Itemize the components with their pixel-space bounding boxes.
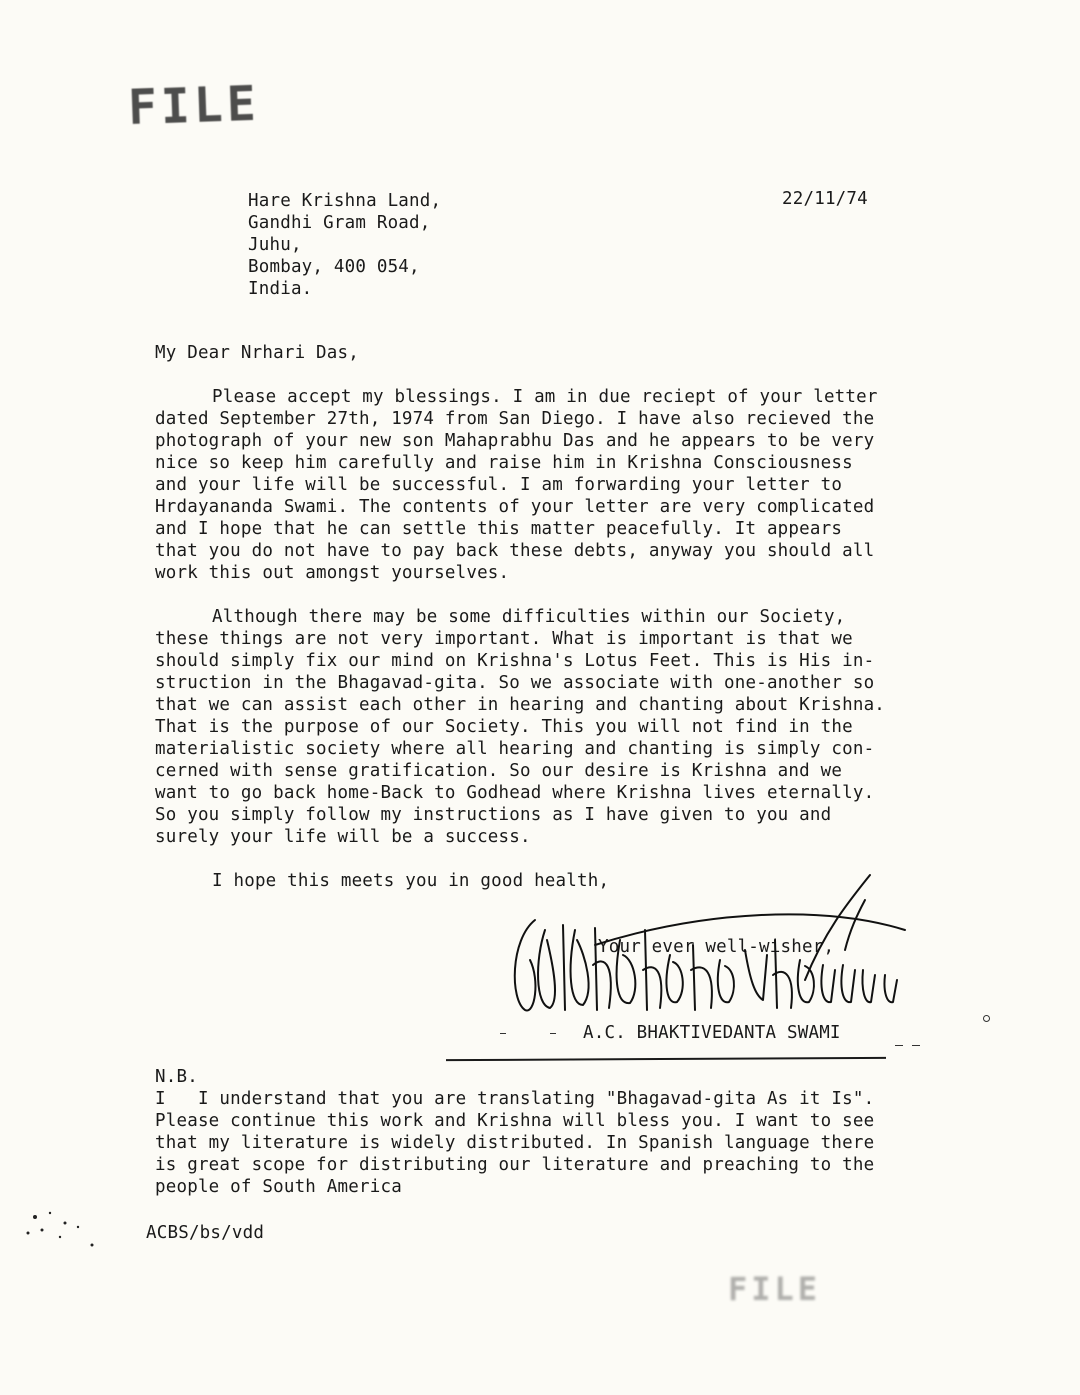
- nb-line: that my literature is widely distributed. In Spanish language there: [155, 1133, 875, 1153]
- paragraph-line: cerned with sense gratification. So our desire is Krishna and we: [155, 761, 843, 781]
- paragraph-line: and your life will be successful. I am forwarding your letter to: [155, 475, 843, 495]
- file-stamp-bottom: FILE: [728, 1270, 822, 1308]
- paragraph-line: So you simply follow my instructions as I have given to you and: [155, 805, 832, 825]
- paragraph-line: these things are not very important. What is important is that we: [155, 629, 853, 649]
- paragraph-line: surely your life will be a success.: [155, 827, 531, 847]
- paragraph-line: Hrdayananda Swami. The contents of your letter are very complicated: [155, 497, 875, 517]
- paragraph-line: materialistic society where all hearing and chanting is simply con-: [155, 739, 875, 759]
- address-line: Gandhi Gram Road,: [248, 213, 431, 233]
- closing-line: I hope this meets you in good health,: [212, 871, 610, 891]
- ink-specks: [20, 1205, 120, 1265]
- file-stamp-top: FILE: [127, 75, 261, 137]
- divider-dash: [895, 1045, 903, 1046]
- paragraph-line: want to go back home-Back to Godhead where Krishna lives eternally.: [155, 783, 875, 803]
- address-line: Hare Krishna Land,: [248, 191, 442, 211]
- handwritten-signature: [505, 870, 925, 1040]
- signatory-name: A.C. BHAKTIVEDANTA SWAMI: [583, 1023, 841, 1043]
- paragraph-line: Please accept my blessings. I am in due reciept of your letter: [212, 387, 878, 407]
- valediction: Your ever well-wisher,: [598, 937, 835, 957]
- address-line: Juhu,: [248, 235, 302, 255]
- paragraph-line: and I hope that he can settle this matter peacefully. It appears: [155, 519, 843, 539]
- nb-line: is great scope for distributing our literature and preaching to the: [155, 1155, 875, 1175]
- paragraph-line: That is the purpose of our Society. This you will not find in the: [155, 717, 853, 737]
- paragraph-line: that you do not have to pay back these debts, anyway you should all: [155, 541, 875, 561]
- ink-dot: [983, 1015, 990, 1022]
- reference-initials: ACBS/bs/vdd: [146, 1223, 265, 1243]
- address-line: India.: [248, 279, 313, 299]
- letter-date: 22/11/74: [782, 189, 868, 209]
- paragraph-line: should simply fix our mind on Krishna's Lotus Feet. This is His in-: [155, 651, 875, 671]
- nb-label: N.B.: [155, 1067, 198, 1087]
- paragraph-line: Although there may be some difficulties within our Society,: [212, 607, 846, 627]
- paragraph-line: nice so keep him carefully and raise him in Krishna Consciousness: [155, 453, 853, 473]
- divider-line: [446, 1057, 886, 1061]
- divider-dash: [550, 1033, 556, 1034]
- divider-dash: [500, 1033, 506, 1034]
- nb-line: Please continue this work and Krishna will bless you. I want to see: [155, 1111, 875, 1131]
- nb-line: people of South America: [155, 1177, 402, 1197]
- divider-dash: [912, 1045, 920, 1046]
- paragraph-line: photograph of your new son Mahaprabhu Das and he appears to be very: [155, 431, 875, 451]
- salutation: My Dear Nrhari Das,: [155, 343, 359, 363]
- paragraph-line: work this out amongst yourselves.: [155, 563, 510, 583]
- paragraph-line: dated September 27th, 1974 from San Diego. I have also recieved the: [155, 409, 875, 429]
- paragraph-line: that we can assist each other in hearing and chanting about Krishna.: [155, 695, 886, 715]
- paragraph-line: struction in the Bhagavad-gita. So we associate with one-another so: [155, 673, 875, 693]
- address-line: Bombay, 400 054,: [248, 257, 420, 277]
- nb-line: I I understand that you are translating "Bhagavad-gita As it Is".: [155, 1089, 875, 1109]
